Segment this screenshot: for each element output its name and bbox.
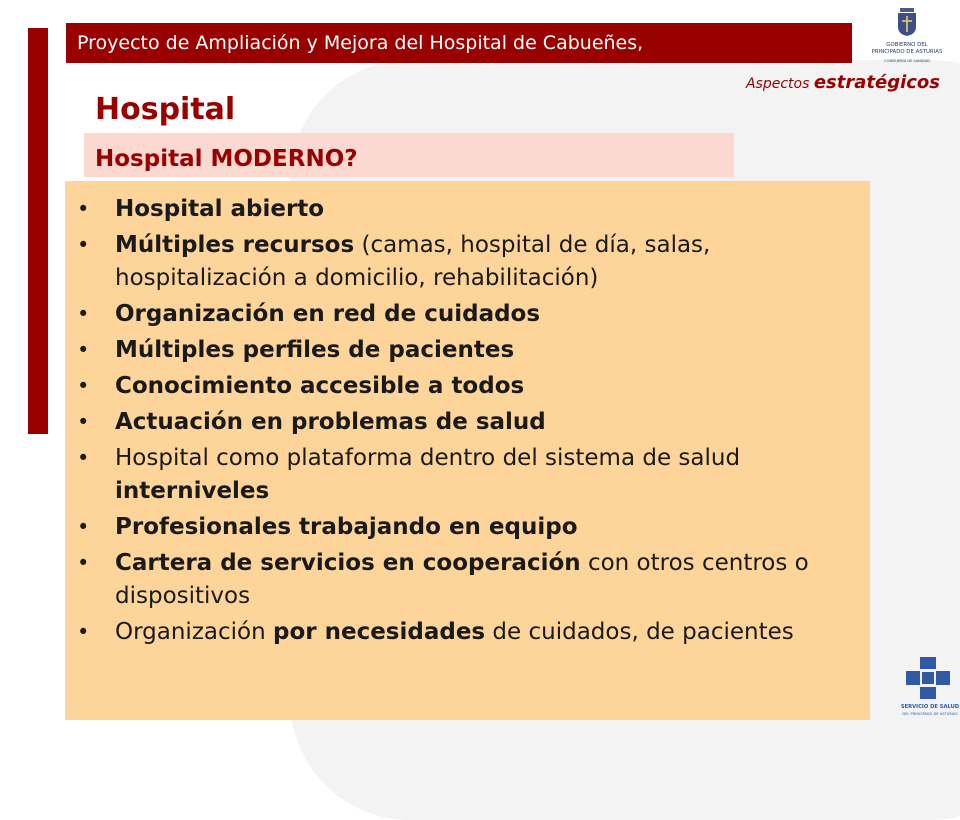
bullet-text: con otros centros o dispositivos [115, 550, 809, 609]
bullet-icon: • [77, 197, 90, 221]
section-label [746, 72, 940, 93]
bullet-icon: • [77, 338, 90, 362]
project-header [66, 23, 852, 63]
section-highlight: estratégicos [813, 72, 940, 93]
bullet-icon: • [77, 410, 90, 434]
bullet-icon: • [77, 233, 90, 257]
bullet-icon: • [77, 620, 90, 644]
content-panel [65, 181, 870, 720]
health-cross-icon [906, 657, 950, 699]
subtitle: Hospital MODERNO? [95, 146, 358, 172]
sespa-logo-line2: DEL PRINCIPADO DE ASTURIAS [902, 712, 958, 716]
bullet-icon: • [77, 446, 90, 470]
section-prefix: Aspectos [745, 76, 810, 92]
bullet-emphasis: interniveles [115, 478, 270, 504]
bullet-icon: • [77, 302, 90, 326]
points-list [65, 181, 870, 649]
bullet-emphasis: Conocimiento accesible a todos [115, 373, 525, 399]
bullet-emphasis: Profesionales trabajando en equipo [115, 514, 578, 540]
bullet-item [65, 298, 870, 331]
bullet-item [65, 442, 870, 508]
page-title: Hospital [95, 92, 236, 127]
bullet-item [65, 193, 870, 226]
bullet-item [65, 229, 870, 295]
crest-icon [898, 8, 916, 36]
bullet-text: Hospital como plataforma dentro del sistema de salud [115, 445, 741, 471]
bullet-item [65, 616, 870, 649]
gov-logo-line3: CONSEJERÍA DE SANIDAD [884, 59, 930, 63]
bullet-text: de cuidados, de pacientes [485, 619, 794, 645]
bullet-emphasis: Hospital abierto [115, 196, 325, 222]
bullet-emphasis: Actuación en problemas de salud [115, 409, 546, 435]
bullet-emphasis: Cartera de servicios en cooperación [115, 550, 581, 576]
bullet-item [65, 547, 870, 613]
bullet-item [65, 370, 870, 403]
bullet-emphasis: Organización en red de cuidados [115, 301, 541, 327]
bullet-item [65, 334, 870, 367]
gov-logo-line1: GOBIERNO DEL [886, 42, 928, 48]
gov-logo-line2: PRINCIPADO DE ASTURIAS [871, 49, 943, 55]
project-title: Proyecto de Ampliación y Mejora del Hospital de Cabueñes, [77, 32, 644, 54]
left-accent-bar [28, 28, 48, 434]
bullet-text: (camas, hospital de día, salas, hospitalización a domicilio, rehabilitación) [115, 232, 711, 291]
bullet-icon: • [77, 374, 90, 398]
bullet-icon: • [77, 551, 90, 575]
bullet-emphasis: Múltiples perfiles de pacientes [115, 337, 515, 363]
bullet-text: Organización [115, 619, 273, 645]
bullet-item [65, 511, 870, 544]
bullet-icon: • [77, 515, 90, 539]
bullet-item [65, 406, 870, 439]
bullet-emphasis: por necesidades [272, 619, 486, 645]
subtitle-box [84, 133, 734, 177]
bullet-emphasis: Múltiples recursos [115, 232, 355, 258]
sespa-logo-line1: SERVICIO DE SALUD [900, 704, 960, 710]
health-service-logo [900, 655, 960, 720]
government-logo [864, 6, 950, 68]
